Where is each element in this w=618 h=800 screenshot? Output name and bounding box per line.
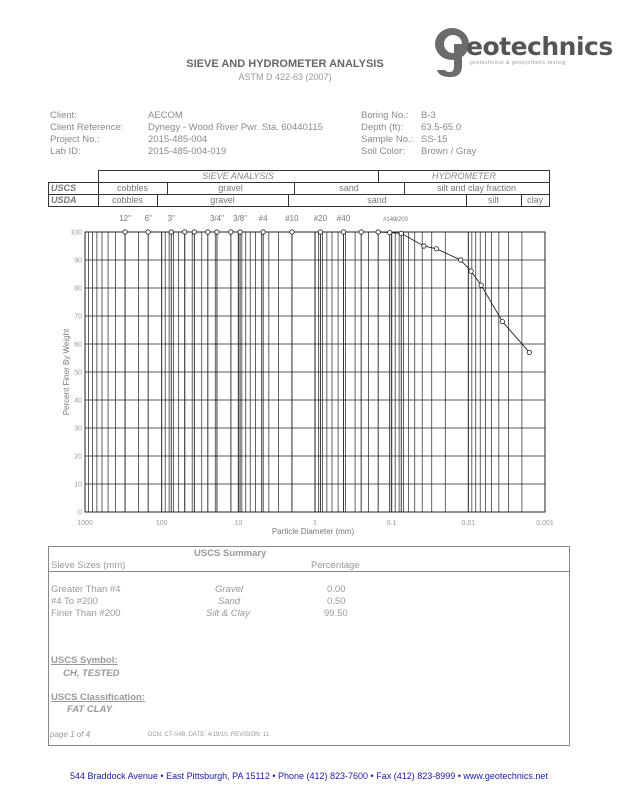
data-point [261,230,265,234]
usda-cobbles: cobbles [111,195,144,205]
y-axis-ticks [70,230,82,517]
uscs-symbol-value: CH, TESTED [63,668,120,679]
data-point [123,230,127,234]
usda-row-label: USDA [51,195,77,205]
chart-grid [85,232,545,512]
sieve-label: 3/8" [233,214,248,223]
y-tick-label: 10 [74,481,82,489]
client-label: Client: [50,110,77,121]
boring-number-label: Boring No.: [361,110,409,121]
summary-pct-silt-clay: 99.50 [324,608,348,619]
lab-id-value: 2015-485-004-019 [148,146,227,157]
data-point [238,230,242,234]
sieve-label: #20 [313,214,328,223]
data-point [376,230,380,234]
summary-range-gravel: Greater Than #4 [51,584,121,595]
data-point [399,231,403,235]
x-axis-ticks [77,520,554,527]
form-id: DCN: CT-S4B, DATE: 4/19/10, REVISION: 11 [148,732,270,738]
soil-classification-table [48,170,550,206]
report-standard: ASTM D 422-63 (2007) [238,72,332,82]
hydrometer-header: HYDROMETER [431,171,496,181]
data-point [469,269,473,273]
data-point [341,230,345,234]
x-tick-label: 0.01 [461,520,476,527]
client-reference-label: Client Reference: [50,122,124,133]
y-tick-label: 50 [74,369,82,377]
data-point [146,230,150,234]
data-point [215,230,219,234]
data-point [206,230,210,234]
client-reference-value: Dynegy - Wood River Pwr. Sta. 60440115 [148,122,323,133]
data-point [359,230,363,234]
data-point [434,247,438,251]
y-tick-label: 100 [70,229,82,237]
uscs-cobbles: cobbles [116,183,149,193]
data-point [192,230,196,234]
x-tick-label: 1000 [77,520,93,527]
lab-id-label: Lab ID: [50,146,81,157]
report-title: SIEVE AND HYDROMETER ANALYSIS [186,58,384,70]
page-number: page 1 of 4 [50,730,91,739]
data-point [388,230,392,234]
depth-label: Depth (ft): [361,122,404,133]
depth-value: 63.5-65.0 [421,122,462,133]
sieve-analysis-header: SIEVE ANALYSIS [202,171,274,181]
y-tick-label: 20 [74,453,82,461]
sieve-label: 3" [167,214,175,223]
uscs-gravel: gravel [218,183,243,193]
usda-sand: sand [367,195,387,205]
summary-pct-gravel: 0.00 [327,584,346,595]
uscs-classification-label: USCS Classification: [51,692,145,703]
summary-col-percentage: Percentage [311,560,360,571]
sample-number-value: SS-15 [421,134,448,145]
logo-wordmark: eotechnics [466,32,613,61]
usda-gravel: gravel [210,195,235,205]
data-point [527,350,531,354]
y-tick-label: 70 [74,313,82,321]
sieve-label: #10 [285,214,299,223]
summary-range-sand: #4 To #200 [51,596,98,607]
sample-number-label: Sample No.: [361,134,414,145]
y-tick-label: 60 [74,341,82,349]
y-tick-label: 80 [74,285,82,293]
y-tick-label: 30 [74,425,82,433]
data-point [458,258,462,262]
y-tick-label: 40 [74,397,82,405]
uscs-symbol-label: USCS Symbol: [51,655,118,666]
sieve-label: #200 [394,217,408,223]
sieve-label: #4 [258,214,268,223]
client-value: AECOM [148,110,183,121]
x-tick-label: 10 [234,520,243,527]
data-point [229,230,233,234]
summary-pct-sand: 0.50 [327,596,346,607]
summary-name-silt-clay: Silt & Clay [206,608,250,619]
data-point [479,283,483,287]
logo-tagline: geotechnical & geosynthetic testing [470,60,566,66]
data-point [169,230,173,234]
summary-name-sand: Sand [218,596,241,607]
sieve-label: 6" [144,214,152,223]
x-tick-label: 0.1 [386,520,397,527]
summary-range-silt-clay: Finer Than #200 [51,608,121,619]
sieve-label: 3/4" [209,214,224,223]
x-axis-label: Particle Diameter (mm) [271,527,355,536]
x-tick-label: 1 [313,520,317,527]
data-point [183,230,187,234]
uscs-sand: sand [339,183,359,193]
grain-size-chart [0,205,618,540]
uscs-summary-panel [48,546,570,746]
data-point [318,230,322,234]
x-tick-label: 0.001 [536,520,554,527]
soil-color-label: Soil Color: [361,146,405,157]
uscs-silt-clay: silt and clay fraction [436,183,517,193]
usda-clay: clay [526,195,543,205]
summary-name-gravel: Gravel [215,584,243,595]
sieve-label: 12" [119,214,131,223]
y-tick-label: 90 [74,257,82,265]
x-tick-label: 100 [155,520,168,527]
data-point [500,319,504,323]
summary-heading: USCS Summary [194,548,267,559]
project-number-value: 2015-485-004 [148,134,208,145]
data-point [290,230,294,234]
usda-silt: silt [488,195,499,205]
soil-color-value: Brown / Gray [421,146,477,157]
y-axis-label: Percent Finer By Weight [62,328,71,416]
data-point [422,244,426,248]
sieve-label: #140 [383,217,397,223]
sieve-label: #40 [336,214,351,223]
summary-col-sieve-sizes: Sieve Sizes (mm) [51,560,126,571]
uscs-classification-value: FAT CLAY [67,704,113,715]
uscs-row-label: USCS [51,183,77,193]
company-footer: 544 Braddock Avenue • East Pittsburgh, PA 15112 • Phone (412) 823-7600 • Fax (412) 823-8999 • www.geotechnics.net [70,771,548,781]
sieve-size-labels [119,214,408,223]
boring-number-value: B-3 [421,110,436,121]
project-number-label: Project No.: [50,134,100,145]
y-tick-label: 0 [78,509,82,517]
